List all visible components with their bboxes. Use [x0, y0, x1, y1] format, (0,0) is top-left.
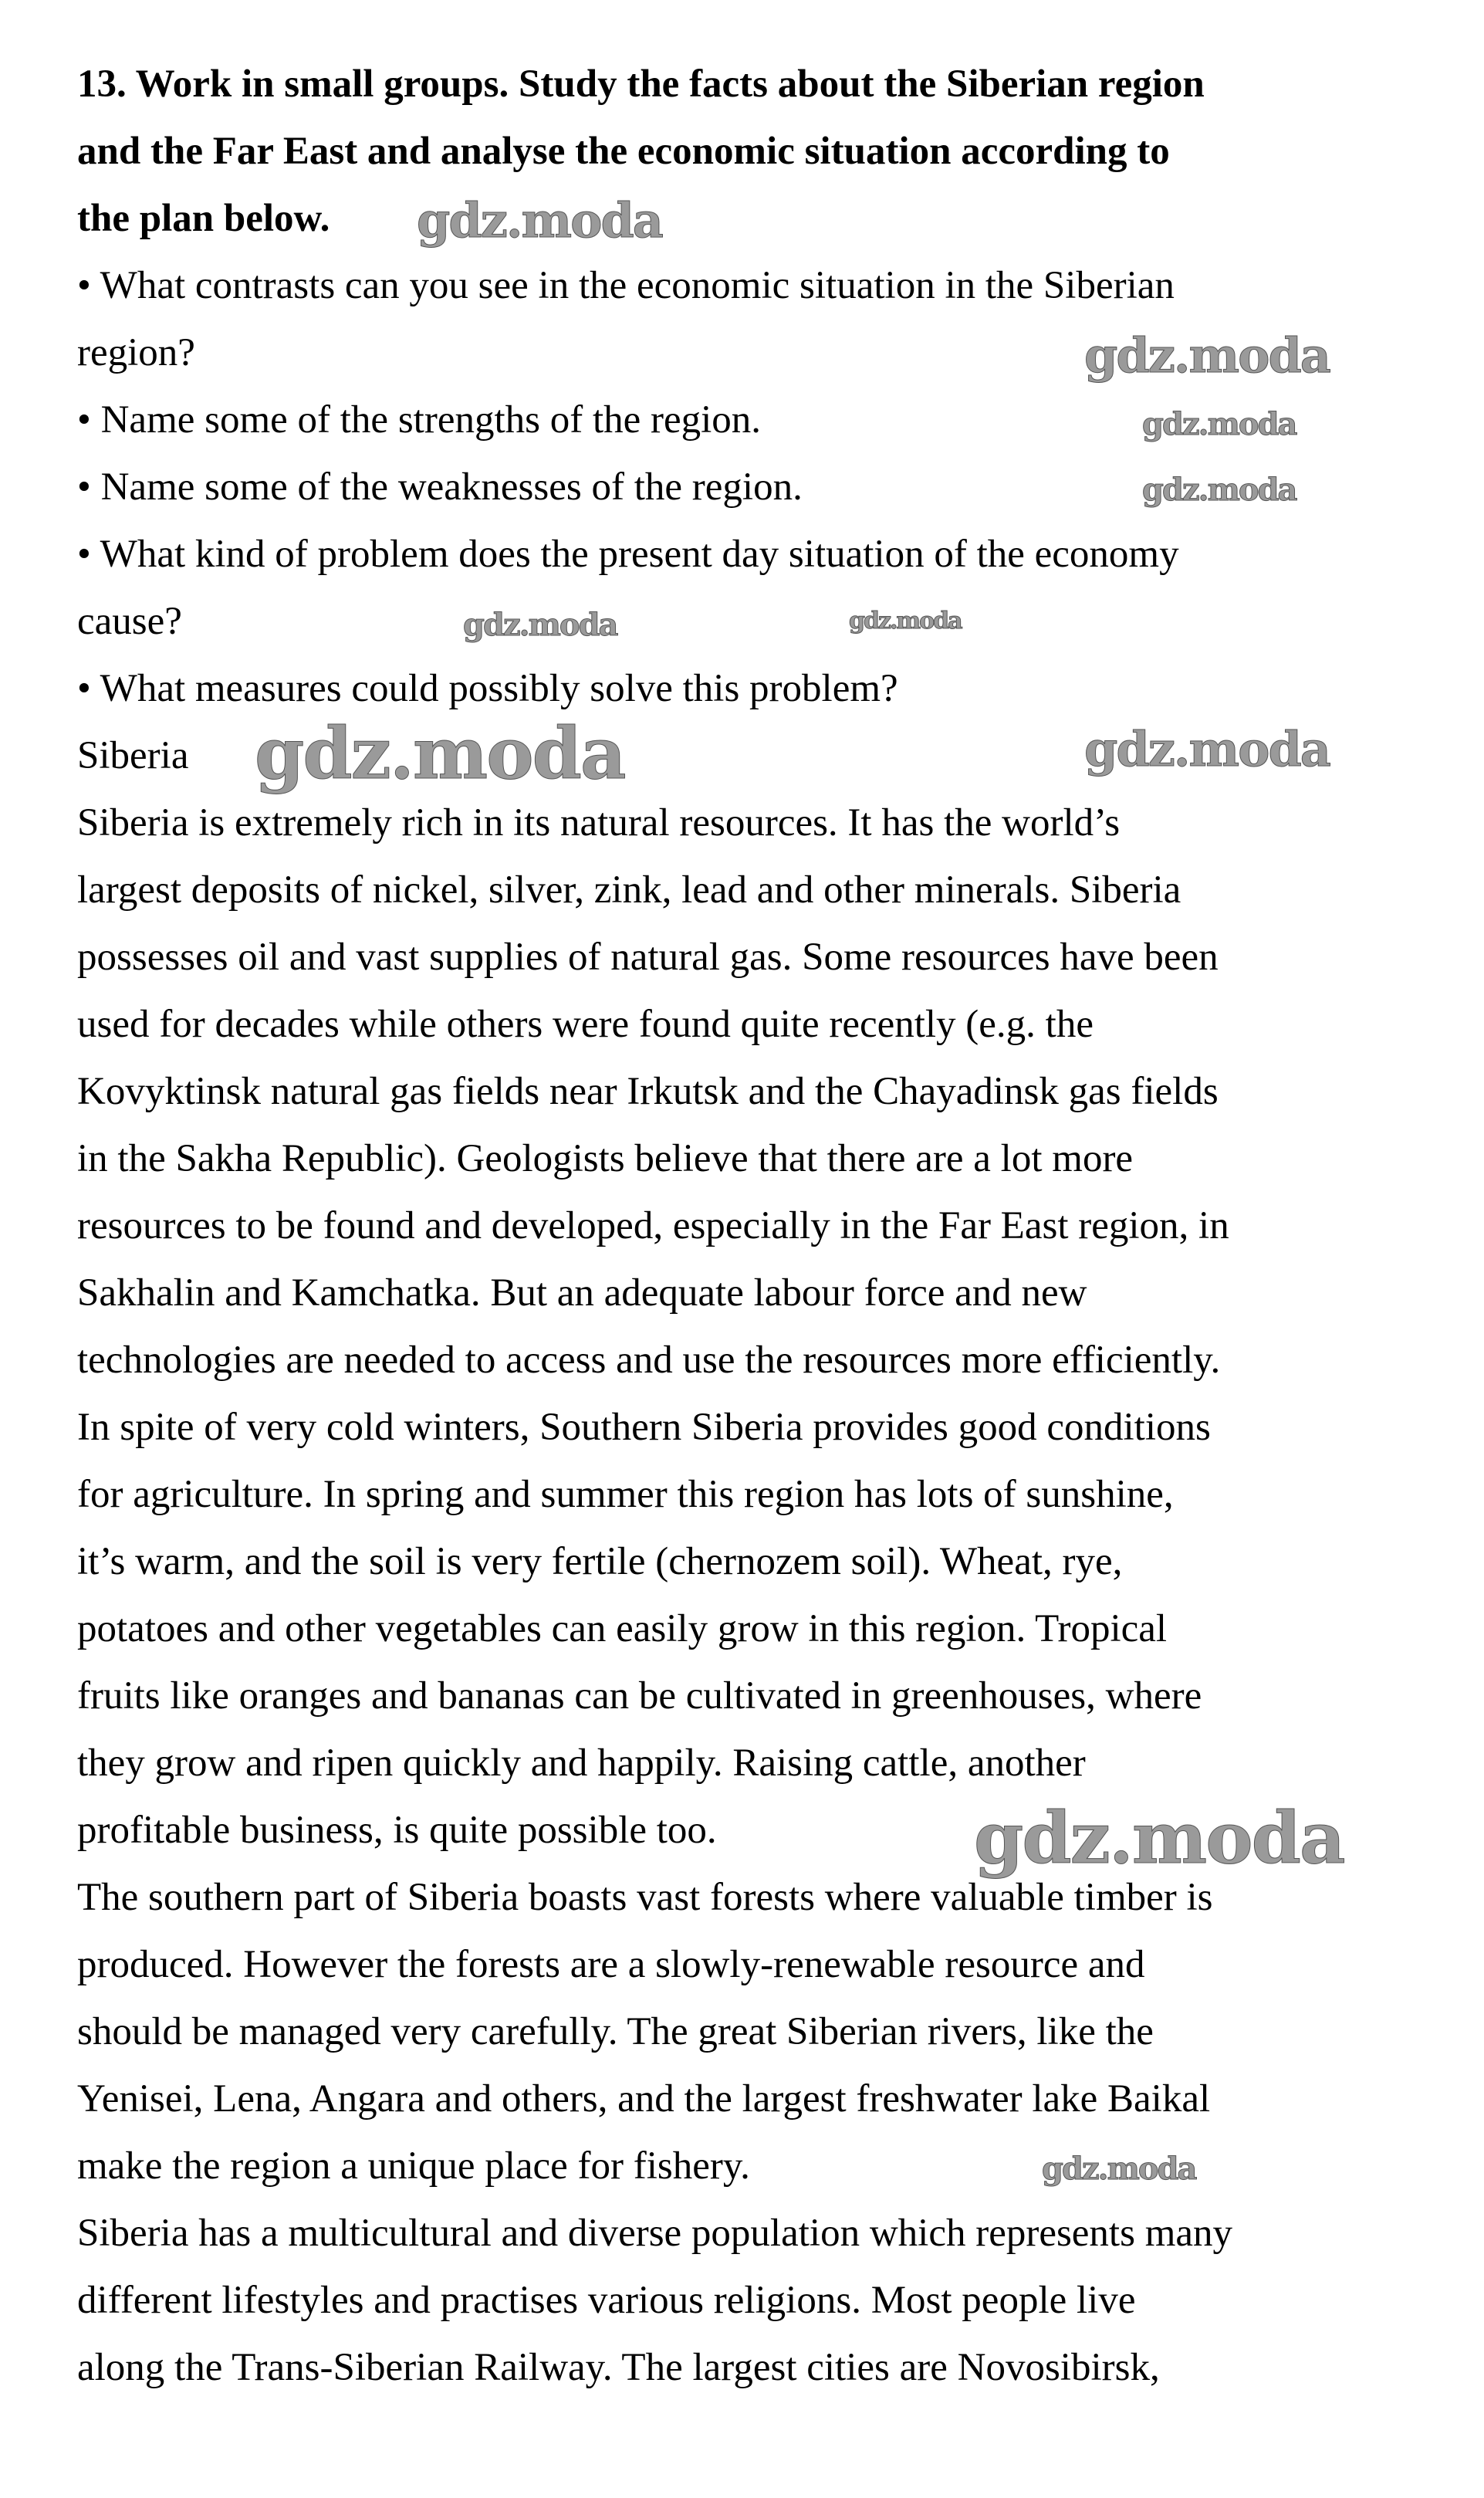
watermark: gdz.moda: [1142, 472, 1296, 508]
watermark: gdz.moda: [417, 192, 662, 249]
body-line: Siberia is extremely rich in its natural resources. It has the world’s: [77, 801, 1121, 845]
body-line: In spite of very cold winters, Southern Siberia provides good conditions: [77, 1406, 1211, 1449]
watermark: gdz.moda: [1084, 327, 1330, 384]
body-line: make the region a unique place for fishery.: [77, 2144, 750, 2188]
task-heading-line: the plan below.: [77, 197, 330, 240]
body-line: along the Trans-Siberian Railway. The largest cities are Novosibirsk,: [77, 2346, 1160, 2389]
document-page: [77, 51, 1451, 2402]
body-line: resources to be found and developed, especially in the Far East region, in: [77, 1204, 1229, 1247]
body-line: they grow and ripen quickly and happily. Raising cattle, another: [77, 1741, 1086, 1785]
watermark: gdz.moda: [463, 607, 617, 643]
body-line: in the Sakha Republic). Geologists believe that there are a lot more: [77, 1137, 1134, 1180]
body-line: produced. However the forests are a slowly-renewable resource and: [77, 1943, 1145, 1986]
body-line: should be managed very carefully. The great Siberian rivers, like the: [77, 2010, 1154, 2053]
task-heading-line: and the Far East and analyse the economic situation according to: [77, 130, 1170, 173]
body-line: profitable business, is quite possible too.: [77, 1809, 717, 1852]
plan-item: region?: [77, 331, 195, 374]
watermark: gdz.moda: [1042, 2151, 1196, 2187]
body-line: potatoes and other vegetables can easily grow in this region. Tropical: [77, 1607, 1168, 1650]
plan-item: • What contrasts can you see in the economic situation in the Siberian: [77, 264, 1175, 307]
plan-item: • What kind of problem does the present day situation of the economy: [77, 533, 1179, 576]
body-line: different lifestyles and practises various religions. Most people live: [77, 2279, 1136, 2322]
task-heading-line: 13. Work in small groups. Study the facts about the Siberian region: [77, 63, 1205, 106]
body-line: it’s warm, and the soil is very fertile (chernozem soil). Wheat, rye,: [77, 1540, 1123, 1583]
watermark: gdz.moda: [974, 1796, 1344, 1880]
plan-item: cause?: [77, 600, 182, 643]
watermark: gdz.moda: [255, 712, 625, 795]
section-title: Siberia: [77, 734, 189, 777]
watermark: gdz.moda: [1084, 721, 1330, 777]
plan-item: • Name some of the strengths of the region.: [77, 398, 762, 442]
watermark: gdz.moda: [1142, 406, 1296, 442]
body-line: technologies are needed to access and use the resources more efficiently.: [77, 1339, 1221, 1382]
body-line: for agriculture. In spring and summer this region has lots of sunshine,: [77, 1473, 1174, 1516]
plan-item: • What measures could possibly solve this problem?: [77, 667, 898, 710]
body-line: possesses oil and vast supplies of natural gas. Some resources have been: [77, 936, 1219, 979]
body-line: fruits like oranges and bananas can be cultivated in greenhouses, where: [77, 1674, 1202, 1718]
watermark: gdz.moda: [849, 608, 962, 635]
body-line: largest deposits of nickel, silver, zink, lead and other minerals. Siberia: [77, 868, 1181, 912]
plan-item: • Name some of the weaknesses of the region.: [77, 465, 803, 509]
body-line: used for decades while others were found quite recently (e.g. the: [77, 1003, 1094, 1046]
body-line: Siberia has a multicultural and diverse population which represents many: [77, 2212, 1233, 2255]
body-line: Yenisei, Lena, Angara and others, and the largest freshwater lake Baikal: [77, 2077, 1211, 2121]
body-line: The southern part of Siberia boasts vast forests where valuable timber is: [77, 1876, 1213, 1919]
body-line: Kovyktinsk natural gas fields near Irkutsk and the Chayadinsk gas fields: [77, 1070, 1219, 1113]
body-line: Sakhalin and Kamchatka. But an adequate labour force and new: [77, 1271, 1087, 1315]
